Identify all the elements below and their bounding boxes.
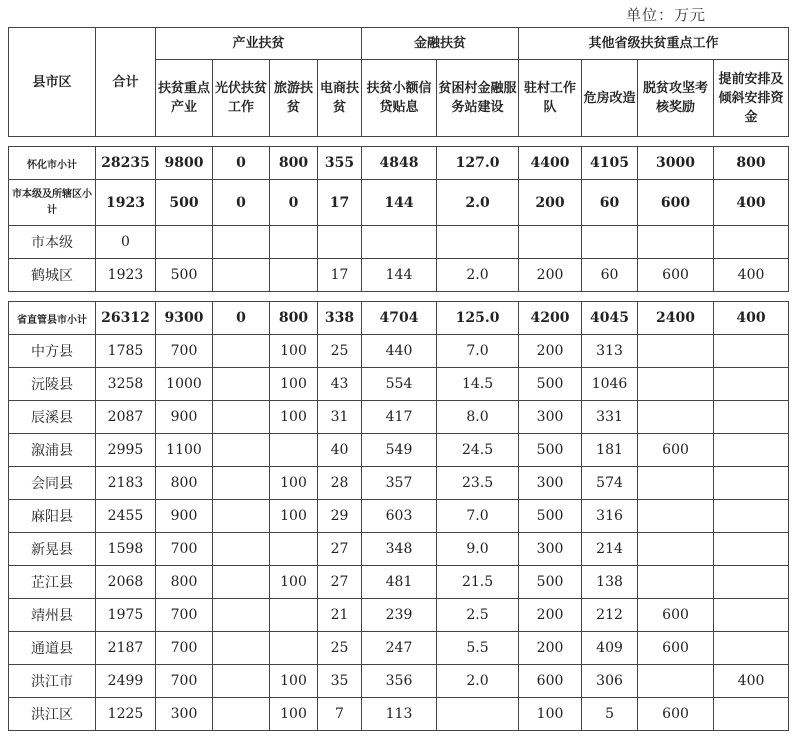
section-gap [9, 292, 789, 302]
cell-key-industry: 700 [156, 599, 213, 632]
cell-advance-funds [714, 401, 789, 434]
row-label: 沅陵县 [9, 368, 96, 401]
cell-house-renovation: 5 [582, 698, 638, 731]
cell-total: 2455 [96, 500, 156, 533]
cell-microcredit: 440 [362, 335, 437, 368]
cell-advance-funds [714, 533, 789, 566]
cell-assessment-reward: 600 [638, 180, 714, 226]
cell-advance-funds [714, 632, 789, 665]
cell-microcredit: 348 [362, 533, 437, 566]
cell-tourism: 100 [270, 401, 318, 434]
cell-solar [213, 632, 270, 665]
header-county: 县市区 [9, 28, 96, 137]
cell-village-team: 500 [519, 566, 582, 599]
cell-ecommerce: 31 [318, 401, 362, 434]
cell-microcredit: 356 [362, 665, 437, 698]
cell-finance-station: 8.0 [437, 401, 519, 434]
cell-assessment-reward [638, 500, 714, 533]
cell-advance-funds [714, 698, 789, 731]
table-row [9, 632, 789, 665]
cell-solar [213, 665, 270, 698]
cell-tourism: 100 [270, 467, 318, 500]
cell-finance-station: 125.0 [437, 302, 519, 335]
cell-house-renovation: 212 [582, 599, 638, 632]
row-label: 辰溪县 [9, 401, 96, 434]
cell-house-renovation: 1046 [582, 368, 638, 401]
cell-key-industry: 1100 [156, 434, 213, 467]
cell-ecommerce: 25 [318, 632, 362, 665]
cell-village-team: 200 [519, 632, 582, 665]
header-sub: 驻村工作队 [519, 60, 582, 137]
cell-house-renovation: 60 [582, 180, 638, 226]
cell-total: 1785 [96, 335, 156, 368]
cell-village-team: 4400 [519, 147, 582, 180]
cell-house-renovation: 60 [582, 259, 638, 292]
cell-advance-funds [714, 500, 789, 533]
cell-village-team: 200 [519, 180, 582, 226]
cell-key-industry: 9300 [156, 302, 213, 335]
cell-total: 1598 [96, 533, 156, 566]
cell-house-renovation: 316 [582, 500, 638, 533]
cell-ecommerce: 25 [318, 335, 362, 368]
cell-microcredit: 144 [362, 259, 437, 292]
cell-ecommerce: 27 [318, 566, 362, 599]
table-row [9, 259, 789, 292]
cell-village-team: 600 [519, 665, 582, 698]
cell-key-industry: 900 [156, 401, 213, 434]
cell-advance-funds: 400 [714, 180, 789, 226]
header-sub: 危房改造 [582, 60, 638, 137]
cell-assessment-reward: 600 [638, 434, 714, 467]
cell-key-industry: 500 [156, 180, 213, 226]
cell-microcredit [362, 226, 437, 259]
header-sub: 脱贫攻坚考核奖励 [638, 60, 714, 137]
cell-house-renovation [582, 226, 638, 259]
cell-total: 1225 [96, 698, 156, 731]
cell-tourism: 100 [270, 665, 318, 698]
cell-village-team: 200 [519, 599, 582, 632]
header-group-finance: 金融扶贫 [362, 28, 519, 60]
cell-tourism [270, 533, 318, 566]
table-row [9, 599, 789, 632]
cell-total: 3258 [96, 368, 156, 401]
cell-tourism [270, 226, 318, 259]
cell-finance-station: 21.5 [437, 566, 519, 599]
cell-house-renovation: 138 [582, 566, 638, 599]
cell-solar: 0 [213, 180, 270, 226]
cell-assessment-reward [638, 368, 714, 401]
cell-total: 2499 [96, 665, 156, 698]
cell-solar [213, 335, 270, 368]
row-label: 新晃县 [9, 533, 96, 566]
cell-assessment-reward [638, 401, 714, 434]
cell-solar: 0 [213, 147, 270, 180]
cell-assessment-reward [638, 335, 714, 368]
table-row [9, 467, 789, 500]
cell-total: 26312 [96, 302, 156, 335]
cell-ecommerce: 21 [318, 599, 362, 632]
cell-solar [213, 259, 270, 292]
cell-tourism [270, 259, 318, 292]
cell-microcredit: 357 [362, 467, 437, 500]
cell-total: 2087 [96, 401, 156, 434]
row-label: 鹤城区 [9, 259, 96, 292]
cell-tourism: 100 [270, 335, 318, 368]
cell-key-industry: 700 [156, 533, 213, 566]
cell-finance-station: 5.5 [437, 632, 519, 665]
table-row [9, 401, 789, 434]
cell-key-industry: 300 [156, 698, 213, 731]
table-row [9, 698, 789, 731]
cell-tourism: 800 [270, 147, 318, 180]
table-row [9, 500, 789, 533]
cell-tourism: 100 [270, 566, 318, 599]
cell-house-renovation: 574 [582, 467, 638, 500]
row-label: 中方县 [9, 335, 96, 368]
cell-assessment-reward: 600 [638, 259, 714, 292]
cell-tourism: 0 [270, 180, 318, 226]
header-sub: 扶贫重点产业 [156, 60, 213, 137]
header-sub: 电商扶贫 [318, 60, 362, 137]
cell-village-team: 200 [519, 335, 582, 368]
cell-solar [213, 599, 270, 632]
cell-solar [213, 467, 270, 500]
cell-house-renovation: 214 [582, 533, 638, 566]
cell-advance-funds: 800 [714, 147, 789, 180]
gap-cell [9, 137, 789, 147]
cell-microcredit: 113 [362, 698, 437, 731]
cell-village-team: 500 [519, 434, 582, 467]
cell-microcredit: 239 [362, 599, 437, 632]
cell-microcredit: 554 [362, 368, 437, 401]
header-total: 合计 [96, 28, 156, 137]
cell-total: 2068 [96, 566, 156, 599]
cell-finance-station: 7.0 [437, 335, 519, 368]
cell-solar [213, 401, 270, 434]
cell-advance-funds [714, 226, 789, 259]
cell-advance-funds [714, 368, 789, 401]
cell-finance-station: 23.5 [437, 467, 519, 500]
row-label: 通道县 [9, 632, 96, 665]
cell-ecommerce: 7 [318, 698, 362, 731]
cell-assessment-reward: 600 [638, 698, 714, 731]
cell-key-industry [156, 226, 213, 259]
cell-assessment-reward: 3000 [638, 147, 714, 180]
cell-finance-station: 2.0 [437, 180, 519, 226]
row-label: 怀化市小计 [9, 147, 96, 180]
table-row [9, 434, 789, 467]
header-group-industry: 产业扶贫 [156, 28, 362, 60]
table-row [9, 147, 789, 180]
cell-finance-station [437, 698, 519, 731]
row-label: 市本级及所辖区小计 [9, 180, 96, 226]
cell-house-renovation: 181 [582, 434, 638, 467]
cell-advance-funds: 400 [714, 665, 789, 698]
cell-tourism: 100 [270, 500, 318, 533]
gap-cell [9, 292, 789, 302]
row-label: 洪江区 [9, 698, 96, 731]
cell-finance-station: 2.5 [437, 599, 519, 632]
header-group-other: 其他省级扶贫重点工作 [519, 28, 789, 60]
cell-advance-funds: 400 [714, 302, 789, 335]
cell-ecommerce: 17 [318, 259, 362, 292]
cell-advance-funds: 400 [714, 259, 789, 292]
cell-tourism: 100 [270, 698, 318, 731]
cell-solar: 0 [213, 302, 270, 335]
cell-village-team: 500 [519, 500, 582, 533]
cell-solar [213, 533, 270, 566]
cell-ecommerce: 40 [318, 434, 362, 467]
cell-total: 2187 [96, 632, 156, 665]
cell-microcredit: 4704 [362, 302, 437, 335]
cell-microcredit: 144 [362, 180, 437, 226]
cell-assessment-reward [638, 665, 714, 698]
cell-total: 1975 [96, 599, 156, 632]
cell-key-industry: 800 [156, 566, 213, 599]
cell-total: 28235 [96, 147, 156, 180]
cell-house-renovation: 306 [582, 665, 638, 698]
row-label: 洪江市 [9, 665, 96, 698]
cell-total: 1923 [96, 259, 156, 292]
cell-house-renovation: 4105 [582, 147, 638, 180]
cell-finance-station [437, 226, 519, 259]
cell-solar [213, 698, 270, 731]
cell-ecommerce: 43 [318, 368, 362, 401]
cell-microcredit: 603 [362, 500, 437, 533]
cell-total: 2183 [96, 467, 156, 500]
cell-advance-funds [714, 566, 789, 599]
row-label: 省直管县市小计 [9, 302, 96, 335]
table-row [9, 226, 789, 259]
cell-key-industry: 700 [156, 665, 213, 698]
cell-assessment-reward [638, 566, 714, 599]
header-sub: 旅游扶贫 [270, 60, 318, 137]
cell-ecommerce: 338 [318, 302, 362, 335]
cell-advance-funds [714, 434, 789, 467]
cell-assessment-reward: 600 [638, 632, 714, 665]
cell-tourism [270, 434, 318, 467]
cell-ecommerce [318, 226, 362, 259]
cell-village-team: 200 [519, 259, 582, 292]
cell-advance-funds [714, 335, 789, 368]
cell-assessment-reward: 600 [638, 599, 714, 632]
cell-advance-funds [714, 599, 789, 632]
cell-finance-station: 2.0 [437, 259, 519, 292]
table-row [9, 566, 789, 599]
cell-ecommerce: 17 [318, 180, 362, 226]
cell-microcredit: 549 [362, 434, 437, 467]
cell-total: 0 [96, 226, 156, 259]
cell-house-renovation: 4045 [582, 302, 638, 335]
row-label: 芷江县 [9, 566, 96, 599]
cell-village-team: 300 [519, 467, 582, 500]
cell-key-industry: 800 [156, 467, 213, 500]
header-sub: 扶贫小额信贷贴息 [362, 60, 437, 137]
section-gap [9, 137, 789, 147]
cell-village-team: 500 [519, 368, 582, 401]
cell-microcredit: 417 [362, 401, 437, 434]
cell-finance-station: 127.0 [437, 147, 519, 180]
table-row [9, 368, 789, 401]
cell-key-industry: 1000 [156, 368, 213, 401]
table-row [9, 533, 789, 566]
cell-key-industry: 700 [156, 632, 213, 665]
cell-ecommerce: 27 [318, 533, 362, 566]
unit-label: 单位：万元 [626, 6, 707, 24]
cell-village-team: 300 [519, 401, 582, 434]
cell-finance-station: 7.0 [437, 500, 519, 533]
poverty-fund-table [8, 27, 789, 731]
cell-village-team: 100 [519, 698, 582, 731]
cell-tourism [270, 632, 318, 665]
cell-tourism [270, 599, 318, 632]
cell-village-team: 4200 [519, 302, 582, 335]
table-row [9, 665, 789, 698]
cell-finance-station: 2.0 [437, 665, 519, 698]
table-row [9, 180, 789, 226]
row-label: 市本级 [9, 226, 96, 259]
cell-ecommerce: 29 [318, 500, 362, 533]
cell-solar [213, 226, 270, 259]
cell-ecommerce: 35 [318, 665, 362, 698]
cell-tourism: 800 [270, 302, 318, 335]
cell-key-industry: 900 [156, 500, 213, 533]
row-label: 溆浦县 [9, 434, 96, 467]
header-sub: 光伏扶贫工作 [213, 60, 270, 137]
cell-microcredit: 4848 [362, 147, 437, 180]
cell-finance-station: 9.0 [437, 533, 519, 566]
cell-village-team [519, 226, 582, 259]
cell-finance-station: 24.5 [437, 434, 519, 467]
cell-key-industry: 9800 [156, 147, 213, 180]
row-label: 靖州县 [9, 599, 96, 632]
cell-advance-funds [714, 467, 789, 500]
cell-total: 2995 [96, 434, 156, 467]
cell-solar [213, 434, 270, 467]
cell-ecommerce: 355 [318, 147, 362, 180]
cell-assessment-reward [638, 226, 714, 259]
cell-assessment-reward [638, 467, 714, 500]
cell-tourism: 100 [270, 368, 318, 401]
row-label: 麻阳县 [9, 500, 96, 533]
cell-key-industry: 500 [156, 259, 213, 292]
cell-microcredit: 481 [362, 566, 437, 599]
cell-solar [213, 368, 270, 401]
cell-house-renovation: 313 [582, 335, 638, 368]
row-label: 会同县 [9, 467, 96, 500]
cell-finance-station: 14.5 [437, 368, 519, 401]
header-sub: 贫困村金融服务站建设 [437, 60, 519, 137]
cell-key-industry: 700 [156, 335, 213, 368]
header-sub: 提前安排及倾斜安排资金 [714, 60, 789, 137]
cell-village-team: 300 [519, 533, 582, 566]
cell-solar [213, 566, 270, 599]
cell-house-renovation: 409 [582, 632, 638, 665]
cell-solar [213, 500, 270, 533]
cell-ecommerce: 28 [318, 467, 362, 500]
table-row [9, 335, 789, 368]
cell-assessment-reward [638, 533, 714, 566]
table-row [9, 302, 789, 335]
cell-assessment-reward: 2400 [638, 302, 714, 335]
cell-total: 1923 [96, 180, 156, 226]
cell-house-renovation: 331 [582, 401, 638, 434]
cell-microcredit: 247 [362, 632, 437, 665]
